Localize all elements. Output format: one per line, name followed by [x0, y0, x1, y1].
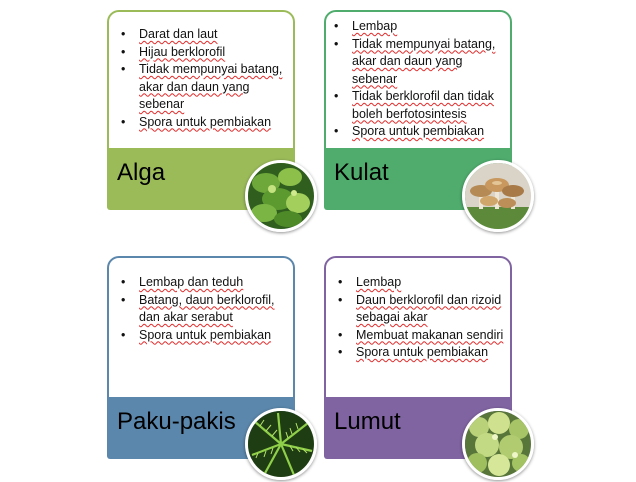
paku-pakis-title: Paku-pakis — [117, 408, 236, 435]
green-algae-photo — [245, 160, 317, 232]
list-item: • Spora untuk pembiakan — [356, 344, 506, 362]
kulat-points — [326, 18, 510, 141]
card-kulat — [324, 10, 512, 210]
list-item: • Spora untuk pembiakan — [139, 114, 287, 132]
list-item: • Lembap dan teduh — [139, 274, 287, 292]
lumut-points — [326, 274, 510, 362]
mushroom-cluster-photo — [462, 160, 534, 232]
list-item: • Lembap — [356, 274, 506, 292]
alga-points — [109, 26, 293, 131]
list-item: • Tidak berklorofil dan tidak boleh berfotosintesis — [352, 88, 506, 123]
list-item: • Membuat makanan sendiri — [356, 327, 506, 345]
list-item: • Spora untuk pembiakan — [352, 123, 506, 141]
card-paku-pakis — [107, 256, 295, 459]
list-item: • Tidak mempunyai batang, akar dan daun yang sebenar — [352, 36, 506, 89]
lumut-title: Lumut — [334, 408, 401, 435]
kulat-title: Kulat — [334, 159, 389, 186]
list-item: • Daun berklorofil dan rizoid sebagai akar — [356, 292, 506, 327]
list-item: • Batang, daun berklorofil, dan akar serabut — [139, 292, 287, 327]
list-item: • Lembap — [352, 18, 506, 36]
card-alga — [107, 10, 295, 210]
list-item: • Tidak mempunyai batang, akar dan daun yang sebenar — [139, 61, 287, 114]
paku-pakis-points — [109, 274, 293, 344]
alga-title: Alga — [117, 159, 166, 186]
card-lumut — [324, 256, 512, 459]
fern-leaves-photo — [245, 408, 317, 480]
moss-photo — [462, 408, 534, 480]
list-item: • Darat dan laut — [139, 26, 287, 44]
list-item: • Hijau berklorofil — [139, 44, 287, 62]
list-item: • Spora untuk pembiakan — [139, 327, 287, 345]
